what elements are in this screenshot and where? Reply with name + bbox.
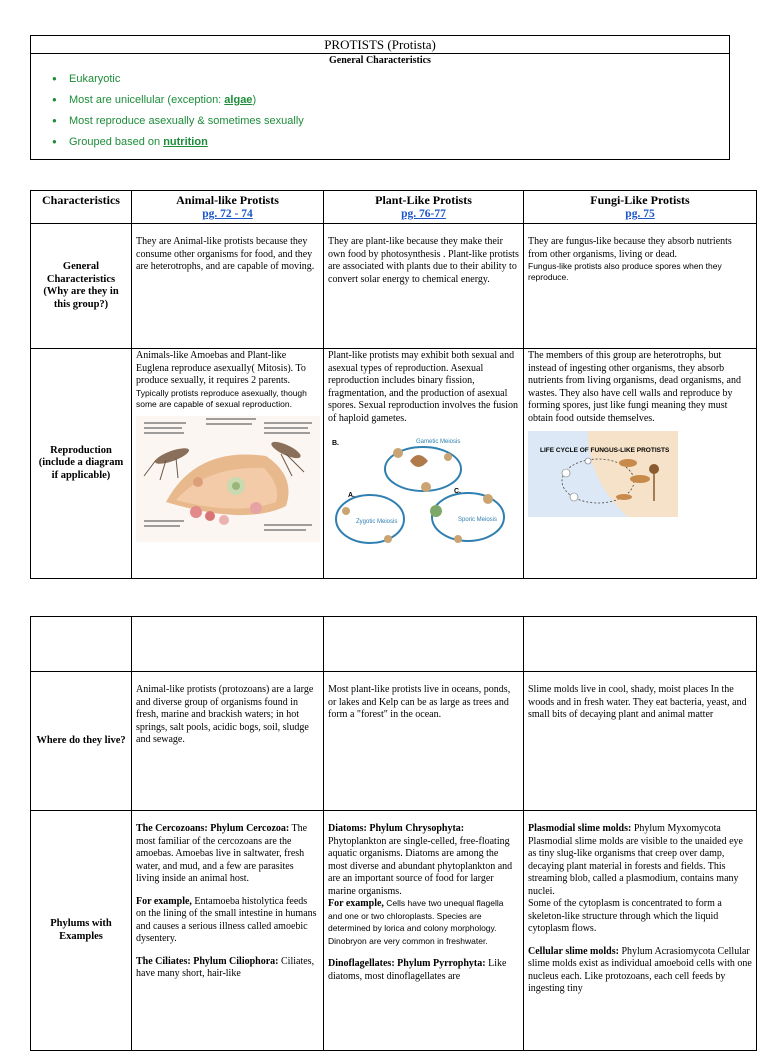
page-link-fungi[interactable]: pg. 75 — [625, 208, 655, 220]
page-link-plant[interactable]: pg. 76-77 — [401, 208, 446, 220]
fungus-diagram-title: LIFE CYCLE OF FUNGUS-LIKE PROTISTS — [540, 447, 670, 454]
mosquito-lifecycle-illustration — [136, 416, 320, 542]
table-header-row — [31, 191, 757, 224]
table-row — [31, 811, 757, 1051]
list-item: ● Most reproduce asexually & sometimes sexually — [69, 114, 729, 135]
cell-fungi-reproduction: The members of this group are heterotrophs, but instead of ingesting other organisms, they absorb nutrients from living organisms, dead organisms, and wastes. They also have cell walls and reproduce by forming spores, just like fungi meaning they must obtain food outside themselves. LIFE CYCLE OF FUNGUS-LIKE PROTISTS — [524, 349, 757, 579]
plant-lifecycle-diagram — [328, 431, 512, 553]
cell-fungi-habitat: Slime molds live in cool, shady, moist places In the woods and in fresh water. They eat bacteria, yeast, and small bits of decaying plant and animal matter — [524, 672, 757, 811]
svg-text:B.: B. — [332, 440, 339, 447]
header-plant-like: Plant-Like Protists pg. 76-77 — [324, 191, 524, 224]
svg-text:C.: C. — [454, 488, 461, 495]
amoeba-lifecycle-diagram — [136, 416, 320, 542]
empty-header-cell — [31, 617, 132, 672]
cell-plant-general: They are plant-like because they make their own food by photosynthesis . Plant-like protists are associated with plants due to their ability to convert solar energy to chemical energy. — [324, 224, 524, 349]
table-row — [31, 224, 757, 349]
sporic-meiosis-label: Sporic Meiosis — [458, 517, 498, 523]
cell-fungi-phylums: Plasmodial slime molds: Phylum Myxomycota Plasmodial slime molds are visible to the unaided eye as tiny slug-like organisms that creep over damp, decaying plant material in forests and fields. This streaming blob, called a plasmodium, contains many nuclei. Some of the cytoplasm is concentrated to form a skeleton-like structure through which the liquid cytoplasm flows. Cellular slime molds: Phylum Acrasiomycota Cellular slime molds exist as individual amoeboid cells with one nucleus each. Like protozoans, each cell feeds by ingesting tiny — [524, 811, 757, 1051]
zygotic-meiosis-label: Zygotic Meiosis — [356, 519, 398, 525]
cell-fungi-general: They are fungus-like because they absorb nutrients from other organisms, living or dead. Fungus-like protists also produce spores when they reproduce. — [524, 224, 757, 349]
algae-link[interactable]: algae — [224, 94, 253, 106]
row-label-general: General Characteristics (Why are they in this group?) — [31, 224, 132, 349]
cell-animal-habitat: Animal-like protists (protozoans) are a large and diverse group of organisms found in fresh, marine and brackish waters; in hot springs, salt pools, acidic bogs, soil, sludge and sewage. — [132, 672, 324, 811]
fungus-lifecycle-diagram — [528, 431, 678, 517]
fungi-spores-note: Fungus-like protists also produce spores when they reproduce. — [528, 261, 722, 282]
table-row — [31, 672, 757, 811]
table-header-row — [31, 617, 757, 672]
row-label-habitat: Where do they live? — [31, 672, 132, 811]
list-item: ● Grouped based on nutrition — [69, 135, 729, 156]
header-fungi-like: Fungi-Like Protists pg. 75 — [524, 191, 757, 224]
list-item: ● Eukaryotic — [69, 72, 729, 93]
empty-header-cell — [132, 617, 324, 672]
row-label-reproduction: Reproduction (include a diagram if applicable) — [31, 349, 132, 579]
header-animal-like: Animal-like Protists pg. 72 - 74 — [132, 191, 324, 224]
characteristics-list — [31, 72, 729, 156]
page-link-animal[interactable]: pg. 72 - 74 — [202, 208, 253, 220]
cell-animal-reproduction: Animals-like Amoebas and Plant-like Euglena reproduce asexually( Mitosis). To produce sexually, it requires 2 parents. Typically protists reproduce asexually, though some are capable of sexual reproduction. — [132, 349, 324, 579]
empty-header-cell — [324, 617, 524, 672]
nutrition-link[interactable]: nutrition — [163, 136, 208, 148]
gametic-meiosis-label: Gametic Meiosis — [416, 439, 461, 445]
page-title: PROTISTS (Protista) — [31, 36, 729, 54]
header-characteristics: Characteristics — [31, 191, 132, 224]
table-row — [31, 349, 757, 579]
section-subtitle: General Characteristics — [329, 55, 431, 66]
protist-comparison-table — [30, 190, 757, 579]
cell-plant-phylums: Diatoms: Phylum Chrysophyta: Phytoplankton are single-celled, free-floating aquatic organisms. Diatoms are among the most diverse and abundant phytoplankton and are an important source of food for larger marine organisms. For example, Cells have two unequal flagella and one or two chloroplasts. Species are determined by lorica and colony morphology. Dinobryon are very common in freshwater. Dinoflagellates: Phylum Pyrrophyta: Like diatoms, most dinoflagellates are — [324, 811, 524, 1051]
cell-plant-reproduction: Plant-like protists may exhibit both sexual and asexual types of reproduction. Asexual reproduction includes binary fission, fragmentation, and the production of asexual spores. Sexual reproduction involves the fusion of haploid gametes. B. A. C. Gametic Meiosis Zygotic Meiosis Sporic Meiosis — [324, 349, 524, 579]
empty-header-cell — [524, 617, 757, 672]
svg-text:A.: A. — [348, 492, 355, 499]
reproduction-note: Typically protists reproduce asexually, though some are capable of sexual reproduction. — [136, 387, 307, 409]
cell-animal-phylums: The Cercozoans: Phylum Cercozoa: The most familiar of the cercozoans are the amoebas. Amoebas live in saltwater, fresh water, and mud, and a few are parasites living inside an animal host. For example, Entamoeba histolytica feeds on the lining of the small intestine in humans and causes a serious illness called amoebic dysentery. The Ciliates: Phylum Ciliophora: Ciliates, have many short, hair-like — [132, 811, 324, 1051]
cell-plant-habitat: Most plant-like protists live in oceans, ponds, or lakes and Kelp can be as large as trees and form a "forest" in the ocean. — [324, 672, 524, 811]
list-item: ● Most are unicellular (exception: algae) — [69, 93, 729, 114]
row-label-phylums: Phylums with Examples — [31, 811, 132, 1051]
protist-habitat-table — [30, 616, 757, 1051]
cell-animal-general: They are Animal-like protists because they consume other organisms for food, and they are heterotrophs, and are capable of moving. — [132, 224, 324, 349]
general-characteristics-box — [30, 35, 730, 160]
